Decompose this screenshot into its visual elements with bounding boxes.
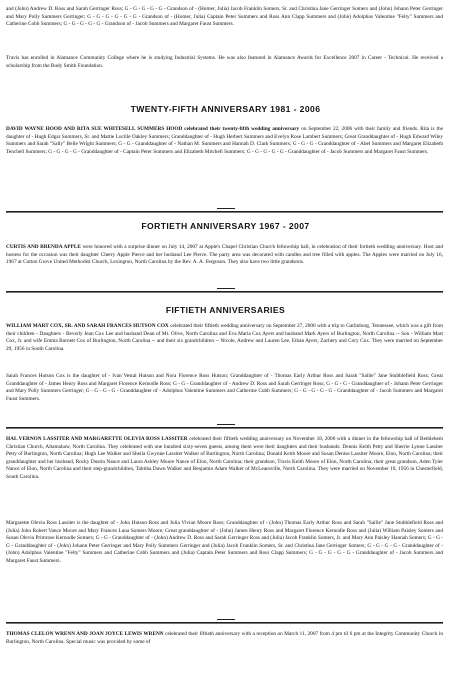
- paragraph-hood: [6, 126, 443, 156]
- heading-twenty-fifth-anniversary: TWENTY-FIFTH ANNIVERSARY 1981 - 2006: [130, 104, 321, 114]
- paragraph-ross-lineage: and (John) Andrew D. Ross and Sarah Gerringer Ross; G - G - G - G - G - Grandson of - (Homer, Julia) Jacob Franklin Somers, Sr. and Christina Jane Gerringer Somers and (John) Johann Peter Gerringer and Mary Polly Summers Gerringer; G - G - G - G - G - G - Grandson of - (Homer, Julia) Captain Peter Summers and Ross Ann Clapp Summers and (John) Adolphus Valentine "Felty" Summers and Catherine Cobb Summers; G - G - G - G - G - Grandson of - Jacob Summers and Margaret Faust Summers.: [6, 6, 443, 28]
- section-rule: [6, 291, 443, 293]
- hood-text: on September 22, 2006 with their family and friends. Rita is the daughter of - Hugh Edgar Summers, Sr. and Mattie Lucille Oakley Summers; Granddaughter of - Hugh Herbert Summers and Evelyn Rose Lambert Summers; Great Granddaughter of - Hugh Edward Wiley Summers and Sarah "Sally" Belle Wright Summers; G - G - Granddaughter of - Nathan M. Summers and Hannah D. Clark Summers; G - G - G - Granddaughter of - Abel Summers and Margaret Elizabeth Tenchell Summers; G - G - G - G - Granddaughter of - Captain Peter Summers and Elizabeth Mitchell Summers; G - G - G - G - G - Granddaughter of - Jacob Summers and Margaret Faust Summers.: [6, 126, 444, 155]
- paragraph-margarette-lineage: Margarette Olevia Ross Lassiter is the daughter of - John Hutson Ross and Julia Vivian Moore Ross; Granddaughter of - (John) Thomas Early Arthur Ross and Sarah "Sallie" Jane Stubblefield Ross and (Julia) John Robert Vance Moore and Mary Frances Luna Somers Moore; Great granddaughter of - (John) James Henry Ross and Margaret Florence Kernodle Ross and (Julia) William Paisley Somers and Susan Olevia Primrose Kernodle Somers; G - G - Granddaughter of - (John) Andrew D. Ross and Sarah Gerringer Ross and (Julia) Jacob Franklin Somers, Jr. and Mary Ann Paisley Hannah Somers; G - G - G - Granddaughter of - (John) Johann Peter Gerringer and Mary Polly Summers Gerringer and (Julia) Jacob Franklin Somers, Sr. and Christina Jane Gerringer Somers; G - G - G - G - Granddaughter of - (John) Adolphus Valentine "Felty" Summers and Catherine Cobb Summers and (Julia) Captain Peter Summers and Ross Clapp Summers; G - G - G - G - G - Granddaughter of - Jacob Summers and Margaret Faust Summers.: [6, 520, 443, 564]
- paragraph-travis: Travis has enrolled in Alamance Community College where he is studying Industrial Systems. He was also featured in Alamance Awards for Excellence 2007 in Career - Technical. He received a scholarship from the Rudy Smith Foundation.: [6, 55, 443, 69]
- wrenn-names: THOMAS CLELON WRENN AND JOAN JOYCE LEWIS WRENN: [6, 631, 164, 637]
- lassiter-text: celebrated their fiftieth wedding anniversary on November 18, 2006 with a dinner in the fellowship hall of Bethlehem Christian Church, Altamahaw, North Carolina. They celebrated with one hundred sixty-seven guests, among them were their daughters and their husbands: Dennis Keith Petty and Sherrie Lynne Lassiter Petty of Burlington, North Carolina; Hugh Lee Walker and Sheila Gwynne Lassiter Walker of Burlington, North Carolina; Donald Keith Moore and Susan Denise Lassiter Moore, Elon, North Carolina; their granddaughter and her husband, Rocky Dustin Nance and Laura Ashley Moore Nance of Elon, North Carolina; their grandson, Travis Keith Moore of Elon, North Carolina; their great grandson, Aden Tyler Nance of Elon, North Carolina and their step-grandchildren, Tabitha Dawn Walker and Benjamin Adam Walker of McLeansville, North Carolina. They were married on November 10, 1956 in Chesterfield, South Carolina.: [6, 436, 443, 480]
- paragraph-sarah-cox-lineage: Sarah Frances Hutson Cox is the daughter of - Ivan Vestal Hutson and Nora Florence Ross Hutson; Granddaughter of - Thomas Early Arthur Ross and Sarah "Sallie" Jane Stubblefield Ross; Great Granddaughter of - James Henry Ross and Margaret Florence Kernodle Ross; G - G - Granddaughter of - Andrew D. Ross and Sarah Gerringer Ross; G - G - G - Granddaughter of - Johann Peter Gerringer and Mary Polly Summers Gerringer; G - G - G - G - Granddaughter of - Adolphus Valentine Summers and Catherine Cobb Summers; G - G - G - G - G - Granddaughter of - Jacob Summers and Margaret Faust Summers.: [6, 373, 443, 402]
- cox-names: WILLIAM MART COX, SR. AND SARAH FRANCES HUTSON COX: [6, 323, 169, 329]
- apple-names: CURTIS AND BRENDA APPLE: [6, 244, 81, 250]
- apple-text: were honored with a surprise dinner on July 14, 2007 at Apple's Chapel Christian Church fellowship hall, in celebration of their fortieth wedding anniversary. Host and hostess for the occasion was their daughter Cherry Apple Pierce and her husband Lee Pierce. The party area was decorated with candles and tree filled with apples. The Apples were married on July 16, 1967 at Cotton Grove United Methodist Church, Lexington, North Carolina by the Rev. A. A. Ferguson. They also have two little grandsons.: [6, 244, 443, 266]
- lassiter-names: HAL VERNON LASSITER AND MARGARETTE OLEVIA ROSS LASSITER: [6, 436, 188, 442]
- paragraph-lassiter: [6, 436, 443, 482]
- heading-fiftieth-anniversaries: FIFTIETH ANNIVERSARIES: [165, 305, 286, 315]
- hood-names: DAVID WAYNE HOOD AND RITA SUE WHITESELL SUMMERS HOOD celebrated their twenty-fifth wedding anniversary: [6, 126, 300, 132]
- section-rule: [6, 427, 443, 429]
- paragraph-cox: [6, 323, 443, 353]
- heading-fortieth-anniversary: FORTIETH ANNIVERSARY 1967 - 2007: [141, 221, 310, 231]
- section-rule: [6, 211, 443, 213]
- paragraph-apple: [6, 244, 443, 267]
- section-rule: [6, 622, 443, 624]
- cox-text: celebrated their fiftieth wedding anniversary on September 27, 2006 with a trip to Gatlinburg, Tennessee, which was a gift from their children - Daughters - Beverly Jean Cox Lee and husband Dean of Mt. Olive, North Carolina and Eva Maria Cox Ayers and husband Mark Ayers of Burlington, North Carolina -- Son - William Mart Cox, Jr. and wife Emma Burnett Cox of Burlington, North Carolina -- and their six grandchildren -- Nicole, Andrew and Lauren Lee, Ethan Ayers, Zachery and Cory Cox. They were married on September 29, 1956 in South Carolina.: [6, 323, 443, 352]
- wrenn-text: celebrated their fiftieth anniversary with a reception on March 11, 2007 from 4 pm til 6 pm at the Integrity Community Church in Burlington, North Carolina. Special music was provided by some of: [6, 631, 443, 645]
- paragraph-wrenn: [6, 631, 443, 646]
